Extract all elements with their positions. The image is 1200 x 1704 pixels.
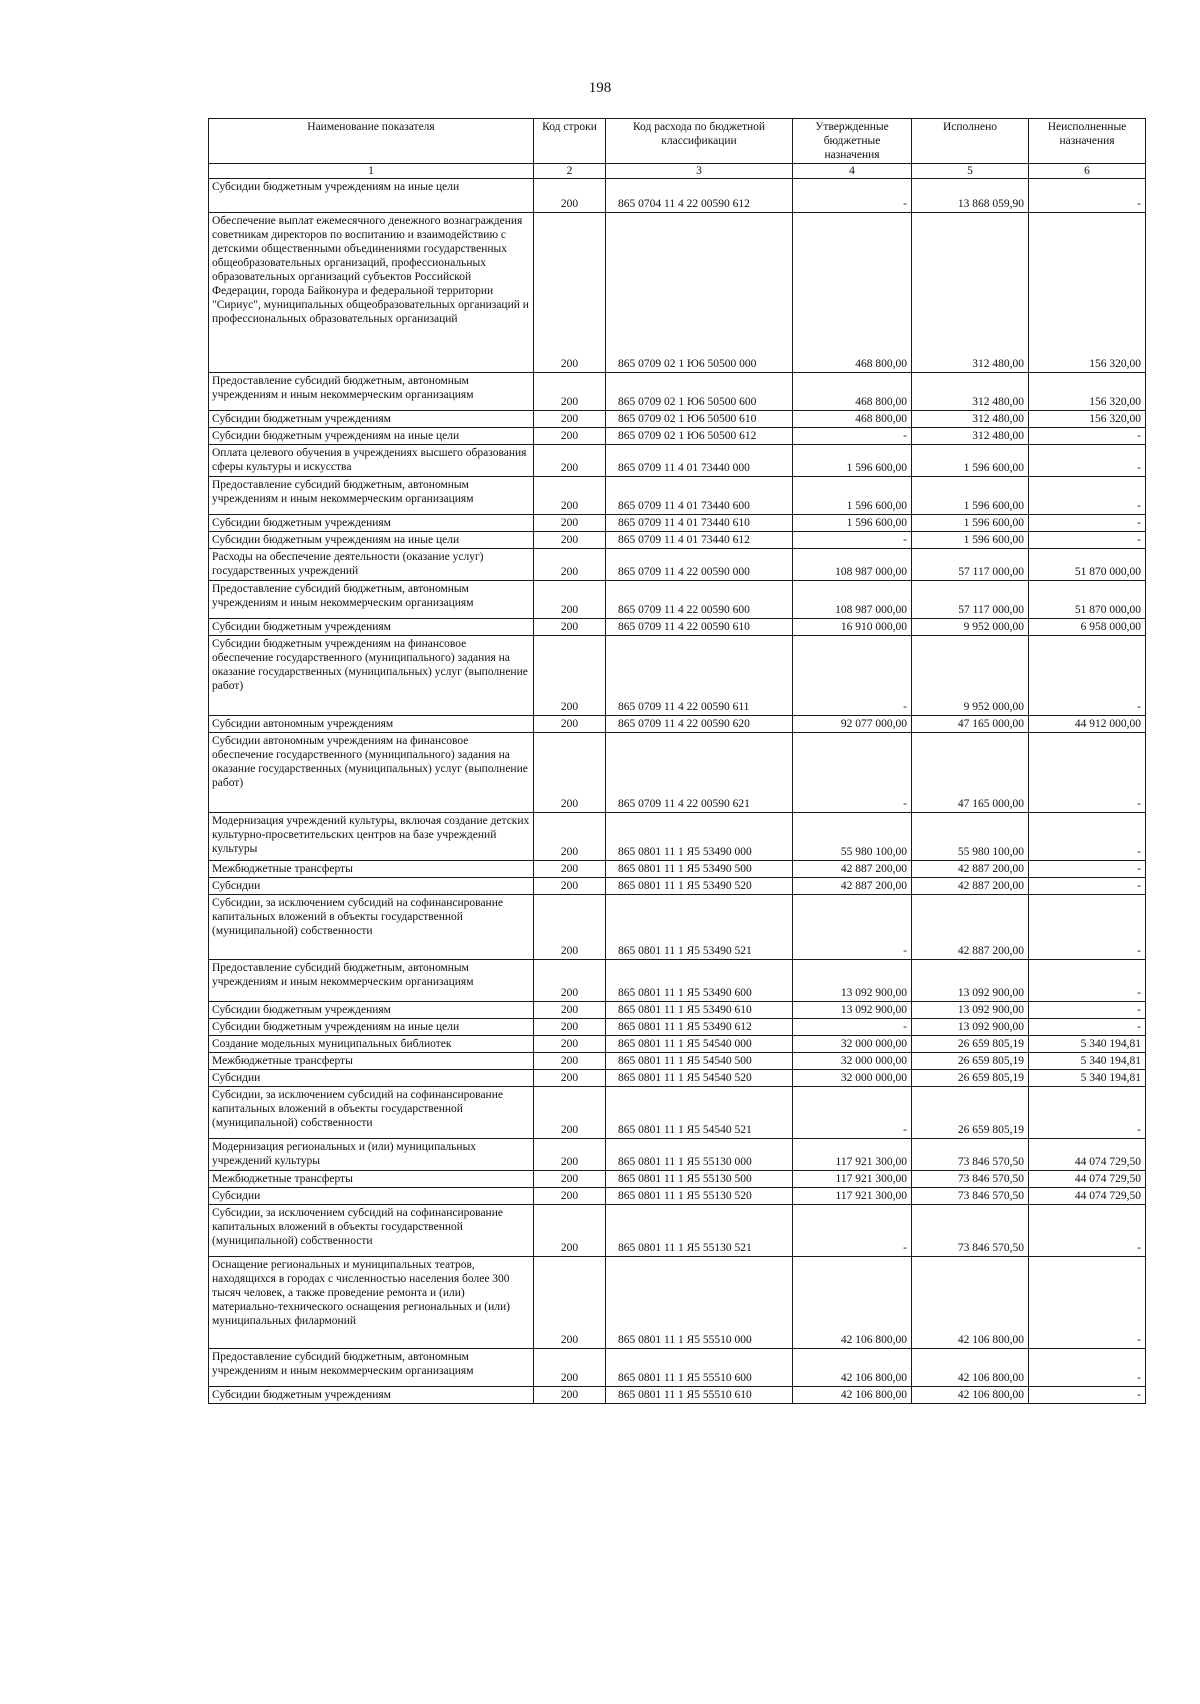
cell-name: Субсидии автономным учреждениям на финансовое обеспечение государственного (муниципального) задания на оказание государственных (муниципальных) услуг (выполнение работ) (209, 733, 534, 813)
table-row (209, 619, 1146, 636)
column-index: 5 (912, 164, 1029, 179)
table-row (209, 861, 1146, 878)
cell-unexecuted: - (1029, 813, 1146, 861)
column-index: 4 (793, 164, 912, 179)
cell-line-code: 200 (534, 1349, 606, 1387)
cell-line-code: 200 (534, 1002, 606, 1019)
cell-expense-code: 865 0709 11 4 01 73440 000 (606, 445, 793, 477)
cell-name: Субсидии (209, 878, 534, 895)
cell-name: Субсидии бюджетным учреждениям на иные цели (209, 428, 534, 445)
cell-expense-code: 865 0801 11 1 Я5 53490 000 (606, 813, 793, 861)
cell-executed: 1 596 600,00 (912, 445, 1029, 477)
cell-unexecuted: - (1029, 445, 1146, 477)
column-header-unexecuted: Неисполненные назначения (1029, 119, 1146, 164)
cell-executed: 42 106 800,00 (912, 1257, 1029, 1349)
cell-name: Модернизация региональных и (или) муниципальных учреждений культуры (209, 1139, 534, 1171)
cell-line-code: 200 (534, 515, 606, 532)
cell-name: Субсидии бюджетным учреждениям (209, 411, 534, 428)
table-row (209, 878, 1146, 895)
cell-executed: 13 868 059,90 (912, 179, 1029, 213)
cell-approved: 468 800,00 (793, 411, 912, 428)
cell-approved: 117 921 300,00 (793, 1139, 912, 1171)
cell-executed: 57 117 000,00 (912, 549, 1029, 581)
cell-expense-code: 865 0801 11 1 Я5 55510 600 (606, 1349, 793, 1387)
cell-line-code: 200 (534, 581, 606, 619)
cell-expense-code: 865 0801 11 1 Я5 55130 500 (606, 1171, 793, 1188)
cell-expense-code: 865 0709 11 4 22 00590 620 (606, 716, 793, 733)
cell-approved: 16 910 000,00 (793, 619, 912, 636)
cell-name: Субсидии, за исключением субсидий на софинансирование капитальных вложений в объекты государственной (муниципальной) собственности (209, 895, 534, 960)
cell-approved: 1 596 600,00 (793, 515, 912, 532)
cell-name: Субсидии, за исключением субсидий на софинансирование капитальных вложений в объекты государственной (муниципальной) собственности (209, 1087, 534, 1139)
cell-name: Субсидии бюджетным учреждениям на иные цели (209, 532, 534, 549)
table-row (209, 515, 1146, 532)
table-row (209, 960, 1146, 1002)
cell-unexecuted: - (1029, 532, 1146, 549)
cell-line-code: 200 (534, 373, 606, 411)
page-number: 198 (588, 80, 612, 96)
cell-unexecuted: - (1029, 515, 1146, 532)
cell-expense-code: 865 0801 11 1 Я5 54540 000 (606, 1036, 793, 1053)
cell-name: Субсидии бюджетным учреждениям (209, 515, 534, 532)
cell-executed: 1 596 600,00 (912, 515, 1029, 532)
cell-expense-code: 865 0709 11 4 01 73440 612 (606, 532, 793, 549)
cell-unexecuted: - (1029, 636, 1146, 716)
table-row (209, 1349, 1146, 1387)
cell-unexecuted: - (1029, 1349, 1146, 1387)
cell-approved: 92 077 000,00 (793, 716, 912, 733)
cell-expense-code: 865 0801 11 1 Я5 53490 500 (606, 861, 793, 878)
cell-approved: - (793, 532, 912, 549)
cell-executed: 42 887 200,00 (912, 895, 1029, 960)
table-row (209, 895, 1146, 960)
cell-expense-code: 865 0709 11 4 22 00590 610 (606, 619, 793, 636)
table-row (209, 1019, 1146, 1036)
cell-approved: 468 800,00 (793, 213, 912, 373)
table-row (209, 1257, 1146, 1349)
cell-unexecuted: 156 320,00 (1029, 373, 1146, 411)
table-row (209, 445, 1146, 477)
table-body (209, 179, 1146, 1404)
cell-line-code: 200 (534, 1171, 606, 1188)
cell-unexecuted: - (1029, 1387, 1146, 1404)
column-index: 3 (606, 164, 793, 179)
cell-unexecuted: - (1029, 895, 1146, 960)
cell-approved: - (793, 1205, 912, 1257)
cell-executed: 13 092 900,00 (912, 1019, 1029, 1036)
cell-line-code: 200 (534, 445, 606, 477)
cell-unexecuted: - (1029, 861, 1146, 878)
table-row (209, 428, 1146, 445)
cell-line-code: 200 (534, 636, 606, 716)
cell-name: Расходы на обеспечение деятельности (оказание услуг) государственных учреждений (209, 549, 534, 581)
cell-expense-code: 865 0801 11 1 Я5 55510 000 (606, 1257, 793, 1349)
cell-approved: 32 000 000,00 (793, 1053, 912, 1070)
table-header (209, 119, 1146, 179)
table-row (209, 477, 1146, 515)
cell-name: Оплата целевого обучения в учреждениях высшего образования сферы культуры и искусства (209, 445, 534, 477)
table-row (209, 733, 1146, 813)
cell-line-code: 200 (534, 1205, 606, 1257)
cell-expense-code: 865 0801 11 1 Я5 53490 610 (606, 1002, 793, 1019)
cell-unexecuted: 156 320,00 (1029, 411, 1146, 428)
column-index: 1 (209, 164, 534, 179)
table-row (209, 373, 1146, 411)
cell-name: Предоставление субсидий бюджетным, автономным учреждениям и иным некоммерческим организациям (209, 960, 534, 1002)
cell-line-code: 200 (534, 428, 606, 445)
table-row (209, 1205, 1146, 1257)
table-row (209, 1070, 1146, 1087)
cell-approved: 32 000 000,00 (793, 1070, 912, 1087)
cell-line-code: 200 (534, 1188, 606, 1205)
cell-expense-code: 865 0801 11 1 Я5 53490 521 (606, 895, 793, 960)
cell-expense-code: 865 0801 11 1 Я5 55130 521 (606, 1205, 793, 1257)
table-row (209, 1053, 1146, 1070)
cell-line-code: 200 (534, 1087, 606, 1139)
cell-unexecuted: - (1029, 428, 1146, 445)
cell-name: Субсидии бюджетным учреждениям на иные цели (209, 1019, 534, 1036)
table-row (209, 1188, 1146, 1205)
cell-line-code: 200 (534, 1257, 606, 1349)
cell-name: Субсидии бюджетным учреждениям (209, 1387, 534, 1404)
cell-unexecuted: - (1029, 1019, 1146, 1036)
cell-line-code: 200 (534, 1036, 606, 1053)
cell-expense-code: 865 0801 11 1 Я5 53490 520 (606, 878, 793, 895)
cell-approved: 1 596 600,00 (793, 477, 912, 515)
cell-approved: 108 987 000,00 (793, 549, 912, 581)
cell-line-code: 200 (534, 861, 606, 878)
table-row (209, 1087, 1146, 1139)
cell-executed: 73 846 570,50 (912, 1188, 1029, 1205)
cell-approved: 42 887 200,00 (793, 878, 912, 895)
cell-line-code: 200 (534, 477, 606, 515)
cell-expense-code: 865 0704 11 4 22 00590 612 (606, 179, 793, 213)
cell-executed: 13 092 900,00 (912, 960, 1029, 1002)
cell-executed: 312 480,00 (912, 373, 1029, 411)
cell-line-code: 200 (534, 1053, 606, 1070)
cell-unexecuted: 6 958 000,00 (1029, 619, 1146, 636)
cell-executed: 9 952 000,00 (912, 619, 1029, 636)
cell-expense-code: 865 0709 02 1 Ю6 50500 612 (606, 428, 793, 445)
cell-name: Межбюджетные трансферты (209, 1171, 534, 1188)
cell-unexecuted: 156 320,00 (1029, 213, 1146, 373)
cell-name: Субсидии автономным учреждениям (209, 716, 534, 733)
budget-execution-table (208, 118, 1146, 1404)
cell-expense-code: 865 0709 02 1 Ю6 50500 000 (606, 213, 793, 373)
cell-executed: 26 659 805,19 (912, 1087, 1029, 1139)
cell-expense-code: 865 0801 11 1 Я5 55130 520 (606, 1188, 793, 1205)
cell-executed: 42 106 800,00 (912, 1349, 1029, 1387)
column-index: 6 (1029, 164, 1146, 179)
cell-approved: - (793, 1019, 912, 1036)
cell-executed: 1 596 600,00 (912, 477, 1029, 515)
cell-approved: 117 921 300,00 (793, 1188, 912, 1205)
cell-executed: 57 117 000,00 (912, 581, 1029, 619)
cell-approved: - (793, 895, 912, 960)
cell-expense-code: 865 0801 11 1 Я5 54540 520 (606, 1070, 793, 1087)
cell-executed: 73 846 570,50 (912, 1139, 1029, 1171)
cell-expense-code: 865 0709 02 1 Ю6 50500 600 (606, 373, 793, 411)
cell-unexecuted: 5 340 194,81 (1029, 1070, 1146, 1087)
cell-approved: 468 800,00 (793, 373, 912, 411)
cell-executed: 13 092 900,00 (912, 1002, 1029, 1019)
cell-approved: - (793, 733, 912, 813)
cell-expense-code: 865 0801 11 1 Я5 55510 610 (606, 1387, 793, 1404)
cell-name: Межбюджетные трансферты (209, 1053, 534, 1070)
cell-unexecuted: 44 074 729,50 (1029, 1188, 1146, 1205)
cell-unexecuted: - (1029, 477, 1146, 515)
cell-line-code: 200 (534, 1139, 606, 1171)
cell-approved: 42 106 800,00 (793, 1257, 912, 1349)
table-row (209, 1387, 1146, 1404)
table-row (209, 1002, 1146, 1019)
cell-unexecuted: - (1029, 733, 1146, 813)
cell-unexecuted: 5 340 194,81 (1029, 1053, 1146, 1070)
cell-executed: 26 659 805,19 (912, 1053, 1029, 1070)
cell-unexecuted: 51 870 000,00 (1029, 549, 1146, 581)
cell-executed: 26 659 805,19 (912, 1070, 1029, 1087)
table-row (209, 532, 1146, 549)
cell-line-code: 200 (534, 716, 606, 733)
cell-name: Предоставление субсидий бюджетным, автономным учреждениям и иным некоммерческим организациям (209, 477, 534, 515)
cell-expense-code: 865 0801 11 1 Я5 54540 500 (606, 1053, 793, 1070)
cell-executed: 55 980 100,00 (912, 813, 1029, 861)
cell-approved: 108 987 000,00 (793, 581, 912, 619)
cell-expense-code: 865 0709 11 4 22 00590 621 (606, 733, 793, 813)
cell-unexecuted: 44 074 729,50 (1029, 1171, 1146, 1188)
cell-line-code: 200 (534, 532, 606, 549)
cell-expense-code: 865 0801 11 1 Я5 55130 000 (606, 1139, 793, 1171)
cell-name: Субсидии (209, 1188, 534, 1205)
cell-unexecuted: - (1029, 179, 1146, 213)
cell-executed: 312 480,00 (912, 213, 1029, 373)
cell-executed: 312 480,00 (912, 411, 1029, 428)
cell-name: Субсидии, за исключением субсидий на софинансирование капитальных вложений в объекты государственной (муниципальной) собственности (209, 1205, 534, 1257)
cell-unexecuted: 44 912 000,00 (1029, 716, 1146, 733)
cell-executed: 9 952 000,00 (912, 636, 1029, 716)
cell-name: Предоставление субсидий бюджетным, автономным учреждениям и иным некоммерческим организациям (209, 1349, 534, 1387)
cell-unexecuted: - (1029, 1087, 1146, 1139)
cell-approved: - (793, 179, 912, 213)
cell-name: Субсидии бюджетным учреждениям (209, 619, 534, 636)
cell-line-code: 200 (534, 813, 606, 861)
cell-expense-code: 865 0709 11 4 22 00590 000 (606, 549, 793, 581)
table-row (209, 716, 1146, 733)
cell-approved: 13 092 900,00 (793, 960, 912, 1002)
cell-unexecuted: - (1029, 878, 1146, 895)
cell-line-code: 200 (534, 179, 606, 213)
cell-executed: 312 480,00 (912, 428, 1029, 445)
cell-name: Модернизация учреждений культуры, включая создание детских культурно-просветительских центров на базе учреждений культуры (209, 813, 534, 861)
cell-line-code: 200 (534, 960, 606, 1002)
cell-name: Субсидии (209, 1070, 534, 1087)
cell-approved: 55 980 100,00 (793, 813, 912, 861)
cell-expense-code: 865 0709 02 1 Ю6 50500 610 (606, 411, 793, 428)
cell-executed: 47 165 000,00 (912, 716, 1029, 733)
cell-approved: - (793, 428, 912, 445)
cell-executed: 42 106 800,00 (912, 1387, 1029, 1404)
cell-executed: 26 659 805,19 (912, 1036, 1029, 1053)
cell-approved: - (793, 1087, 912, 1139)
cell-line-code: 200 (534, 411, 606, 428)
table-row (209, 213, 1146, 373)
cell-unexecuted: - (1029, 1002, 1146, 1019)
cell-line-code: 200 (534, 1070, 606, 1087)
column-header-line-code: Код строки (534, 119, 606, 164)
cell-unexecuted: - (1029, 1205, 1146, 1257)
cell-name: Обеспечение выплат ежемесячного денежного вознаграждения советникам директоров по воспитанию и взаимодействию с детскими общественными объединениями государственных общеобразовательных организаций, профессиональных образовательных организаций субъектов Российской Федерации, города Байконура и федеральной территории "Сириус", муниципальных общеобразовательных организаций и профессиональных образовательных организаций (209, 213, 534, 373)
table-row (209, 581, 1146, 619)
column-header-approved: Утвержденные бюджетные назначения (793, 119, 912, 164)
table-row (209, 636, 1146, 716)
cell-name: Предоставление субсидий бюджетным, автономным учреждениям и иным некоммерческим организациям (209, 373, 534, 411)
cell-approved: 42 106 800,00 (793, 1387, 912, 1404)
cell-unexecuted: 44 074 729,50 (1029, 1139, 1146, 1171)
cell-executed: 47 165 000,00 (912, 733, 1029, 813)
cell-line-code: 200 (534, 549, 606, 581)
cell-approved: 117 921 300,00 (793, 1171, 912, 1188)
cell-name: Оснащение региональных и муниципальных театров, находящихся в городах с численностью населения более 300 тысяч человек, а также проведение ремонта и (или) материально-технического оснащения региональных и (или) муниципальных филармоний (209, 1257, 534, 1349)
table-row (209, 411, 1146, 428)
cell-expense-code: 865 0801 11 1 Я5 53490 600 (606, 960, 793, 1002)
cell-executed: 1 596 600,00 (912, 532, 1029, 549)
cell-line-code: 200 (534, 878, 606, 895)
cell-executed: 73 846 570,50 (912, 1205, 1029, 1257)
cell-line-code: 200 (534, 1387, 606, 1404)
table-row (209, 1036, 1146, 1053)
cell-unexecuted: 5 340 194,81 (1029, 1036, 1146, 1053)
cell-line-code: 200 (534, 619, 606, 636)
cell-approved: 13 092 900,00 (793, 1002, 912, 1019)
cell-executed: 42 887 200,00 (912, 878, 1029, 895)
column-header-expense-code: Код расхода по бюджетной классификации (606, 119, 793, 164)
cell-expense-code: 865 0709 11 4 01 73440 600 (606, 477, 793, 515)
cell-line-code: 200 (534, 213, 606, 373)
table-row (209, 813, 1146, 861)
cell-expense-code: 865 0801 11 1 Я5 54540 521 (606, 1087, 793, 1139)
column-header-name: Наименование показателя (209, 119, 534, 164)
cell-expense-code: 865 0801 11 1 Я5 53490 612 (606, 1019, 793, 1036)
cell-approved: 42 106 800,00 (793, 1349, 912, 1387)
cell-unexecuted: - (1029, 960, 1146, 1002)
cell-expense-code: 865 0709 11 4 22 00590 600 (606, 581, 793, 619)
table-row (209, 549, 1146, 581)
cell-line-code: 200 (534, 895, 606, 960)
cell-name: Субсидии бюджетным учреждениям на финансовое обеспечение государственного (муниципального) задания на оказание государственных (муниципальных) услуг (выполнение работ) (209, 636, 534, 716)
cell-name: Субсидии бюджетным учреждениям (209, 1002, 534, 1019)
cell-name: Межбюджетные трансферты (209, 861, 534, 878)
cell-name: Предоставление субсидий бюджетным, автономным учреждениям и иным некоммерческим организациям (209, 581, 534, 619)
cell-approved: 1 596 600,00 (793, 445, 912, 477)
cell-line-code: 200 (534, 733, 606, 813)
cell-approved: 32 000 000,00 (793, 1036, 912, 1053)
cell-name: Создание модельных муниципальных библиотек (209, 1036, 534, 1053)
cell-executed: 42 887 200,00 (912, 861, 1029, 878)
cell-approved: 42 887 200,00 (793, 861, 912, 878)
column-header-executed: Исполнено (912, 119, 1029, 164)
cell-executed: 73 846 570,50 (912, 1171, 1029, 1188)
cell-line-code: 200 (534, 1019, 606, 1036)
table-row (209, 1171, 1146, 1188)
cell-expense-code: 865 0709 11 4 22 00590 611 (606, 636, 793, 716)
table-row (209, 179, 1146, 213)
cell-approved: - (793, 636, 912, 716)
table-row (209, 1139, 1146, 1171)
cell-expense-code: 865 0709 11 4 01 73440 610 (606, 515, 793, 532)
cell-name: Субсидии бюджетным учреждениям на иные цели (209, 179, 534, 213)
cell-unexecuted: - (1029, 1257, 1146, 1349)
cell-unexecuted: 51 870 000,00 (1029, 581, 1146, 619)
column-index: 2 (534, 164, 606, 179)
